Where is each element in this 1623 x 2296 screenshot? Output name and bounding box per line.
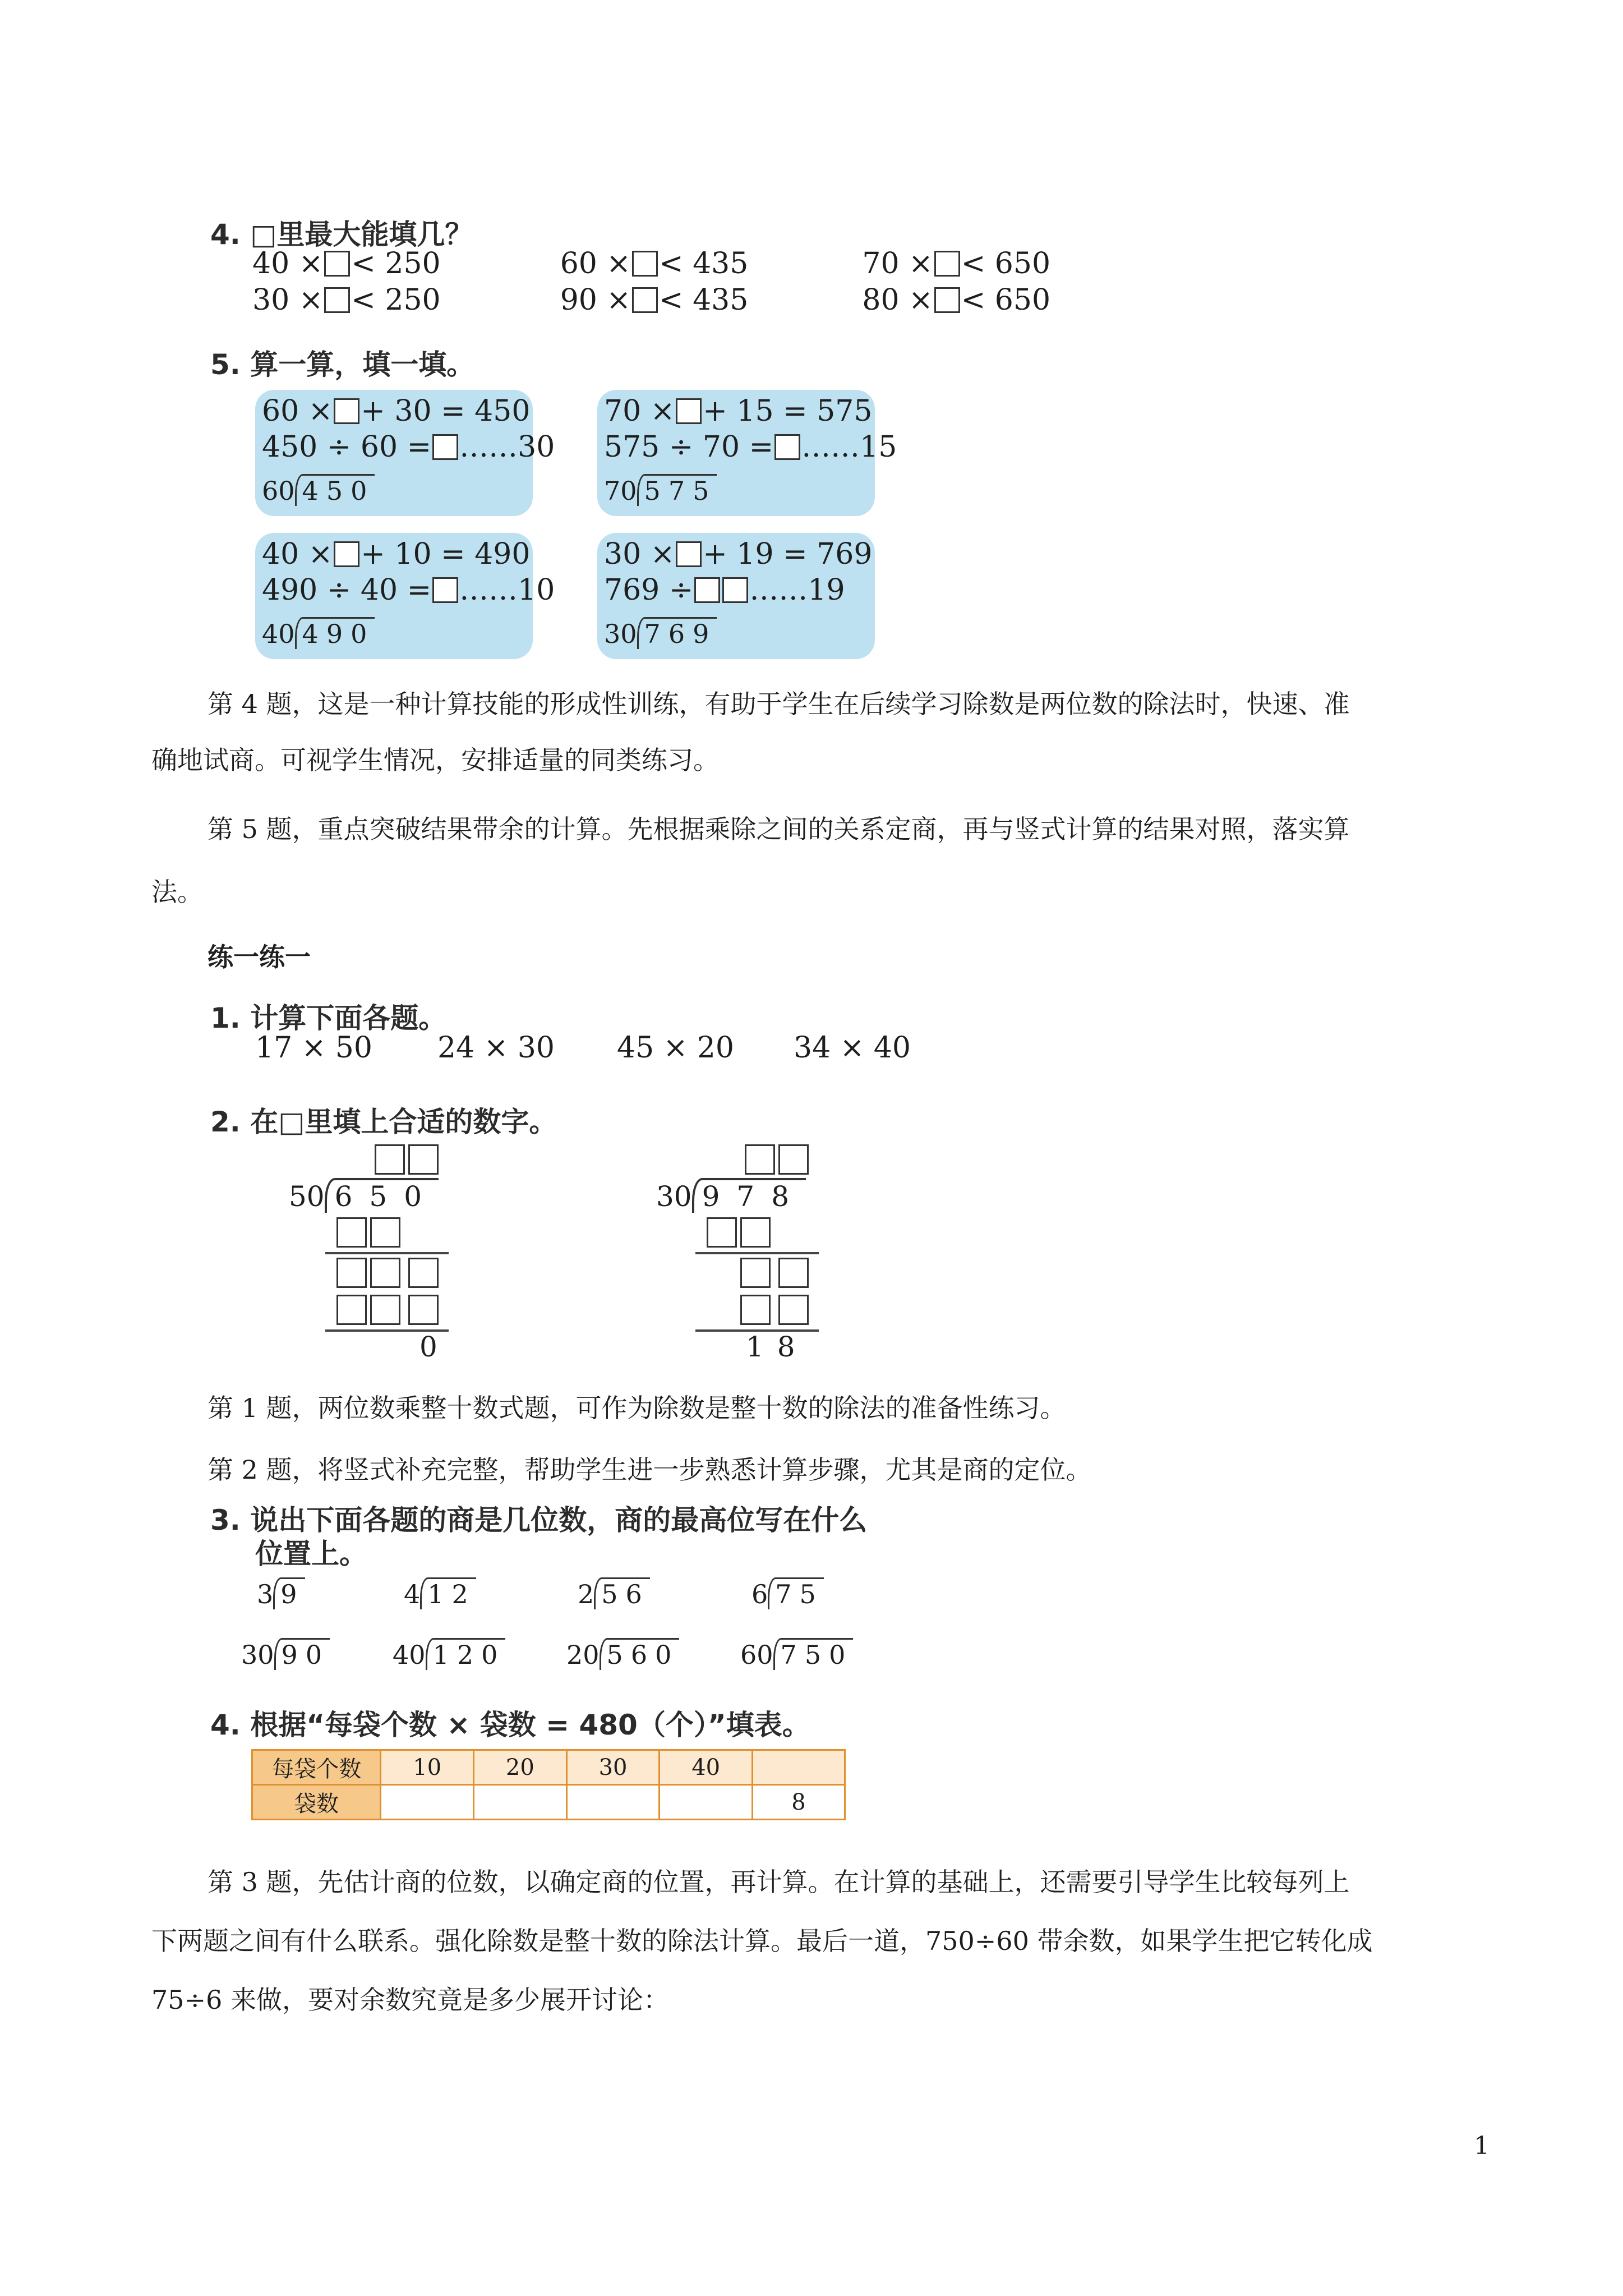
ex3-item: 40 120 [393,1638,505,1670]
blank-box [324,287,350,313]
para-ex3-line3: 75÷6 来做，要对余数究竟是多少展开讨论： [151,1985,669,2015]
ex4-title: 4. 根据“每袋个数 × 袋数 = 480（个）”填表。 [210,1709,810,1741]
q5-panel-3: 40 × + 10 = 490 490 ÷ 40 = ……10 40 490 [255,533,533,659]
blank-box [632,287,658,313]
table-row: 袋数 8 [252,1785,845,1820]
row-label-bags: 袋数 [252,1785,381,1820]
ex1-title: 1. 计算下面各题。 [210,1002,447,1034]
q4-title: 4. □里最大能填几？ [210,218,473,251]
table-row: 每袋个数 10 20 30 40 [252,1750,845,1785]
ex3-item: 6 75 [751,1577,824,1609]
row-label-per-bag: 每袋个数 [252,1750,381,1785]
para-ex3-line2: 下两题之间有什么联系。强化除数是整十数的除法计算。最后一道，750÷60 带余数，如果学生把它转化成 [151,1926,1373,1956]
ex1-item-1: 17 × 50 [255,1031,372,1065]
blank-box [934,251,960,277]
q5-panel-4: 30 × + 19 = 769 769 ÷ ……19 30 769 [597,533,875,659]
q4-row-1: 40 × < 250 60 × < 435 70 × < 650 [252,247,1051,280]
ex3-title-line2: 位置上。 [255,1538,367,1570]
ex1-item-3: 45 × 20 [617,1031,734,1065]
q5-panel-2: 70 × + 15 = 575 575 ÷ 70 = ……15 70 575 [597,390,875,516]
ex3-item: 30 90 [241,1638,330,1670]
ex3-item: 60 750 [740,1638,853,1670]
q5-title: 5. 算一算，填一填。 [210,348,475,381]
ex4-table [251,1749,846,1820]
ex1-item-2: 24 × 30 [437,1031,555,1065]
page-number: 1 [1474,2132,1490,2160]
ex1-item-4: 34 × 40 [794,1031,911,1065]
ex3-item: 3 9 [257,1577,305,1609]
para-q4-line2: 确地试商。可视学生情况，安排适量的同类练习。 [151,745,719,775]
para-ex2: 第 2 题，将竖式补充完整，帮助学生进一步熟悉计算步骤，尤其是商的定位。 [208,1455,1092,1485]
ex3-item: 20 560 [566,1638,679,1670]
para-q5-line1: 第 5 题，重点突破结果带余的计算。先根据乘除之间的关系定商，再与竖式计算的结果对照，落实算 [208,814,1350,844]
blank-box [934,287,960,313]
ex3-title-line1: 3. 说出下面各题的商是几位数，商的最高位写在什么 [210,1504,868,1536]
ex3-item: 2 56 [578,1577,650,1609]
blank-box [632,251,658,277]
q4-row-2: 30 × < 250 90 × < 435 80 × < 650 [252,283,1051,317]
blank-box [324,251,350,277]
section-heading: 练一练一 [208,942,311,972]
para-q5-line2: 法。 [151,877,203,907]
ex2-title: 2. 在□里填上合适的数字。 [210,1106,557,1138]
para-q4-line1: 第 4 题，这是一种计算技能的形成性训练，有助于学生在后续学习除数是两位数的除法时，快速、准 [208,689,1350,719]
q5-panel-1: 60 × + 30 = 450 450 ÷ 60 = ……30 60 450 [255,390,533,516]
para-ex1: 第 1 题，两位数乘整十数式题，可作为除数是整十数的除法的准备性练习。 [208,1393,1066,1423]
para-ex3-line1: 第 3 题，先估计商的位数，以确定商的位置，再计算。在计算的基础上，还需要引导学生比较每列上 [208,1867,1350,1897]
ex3-item: 4 12 [404,1577,476,1609]
